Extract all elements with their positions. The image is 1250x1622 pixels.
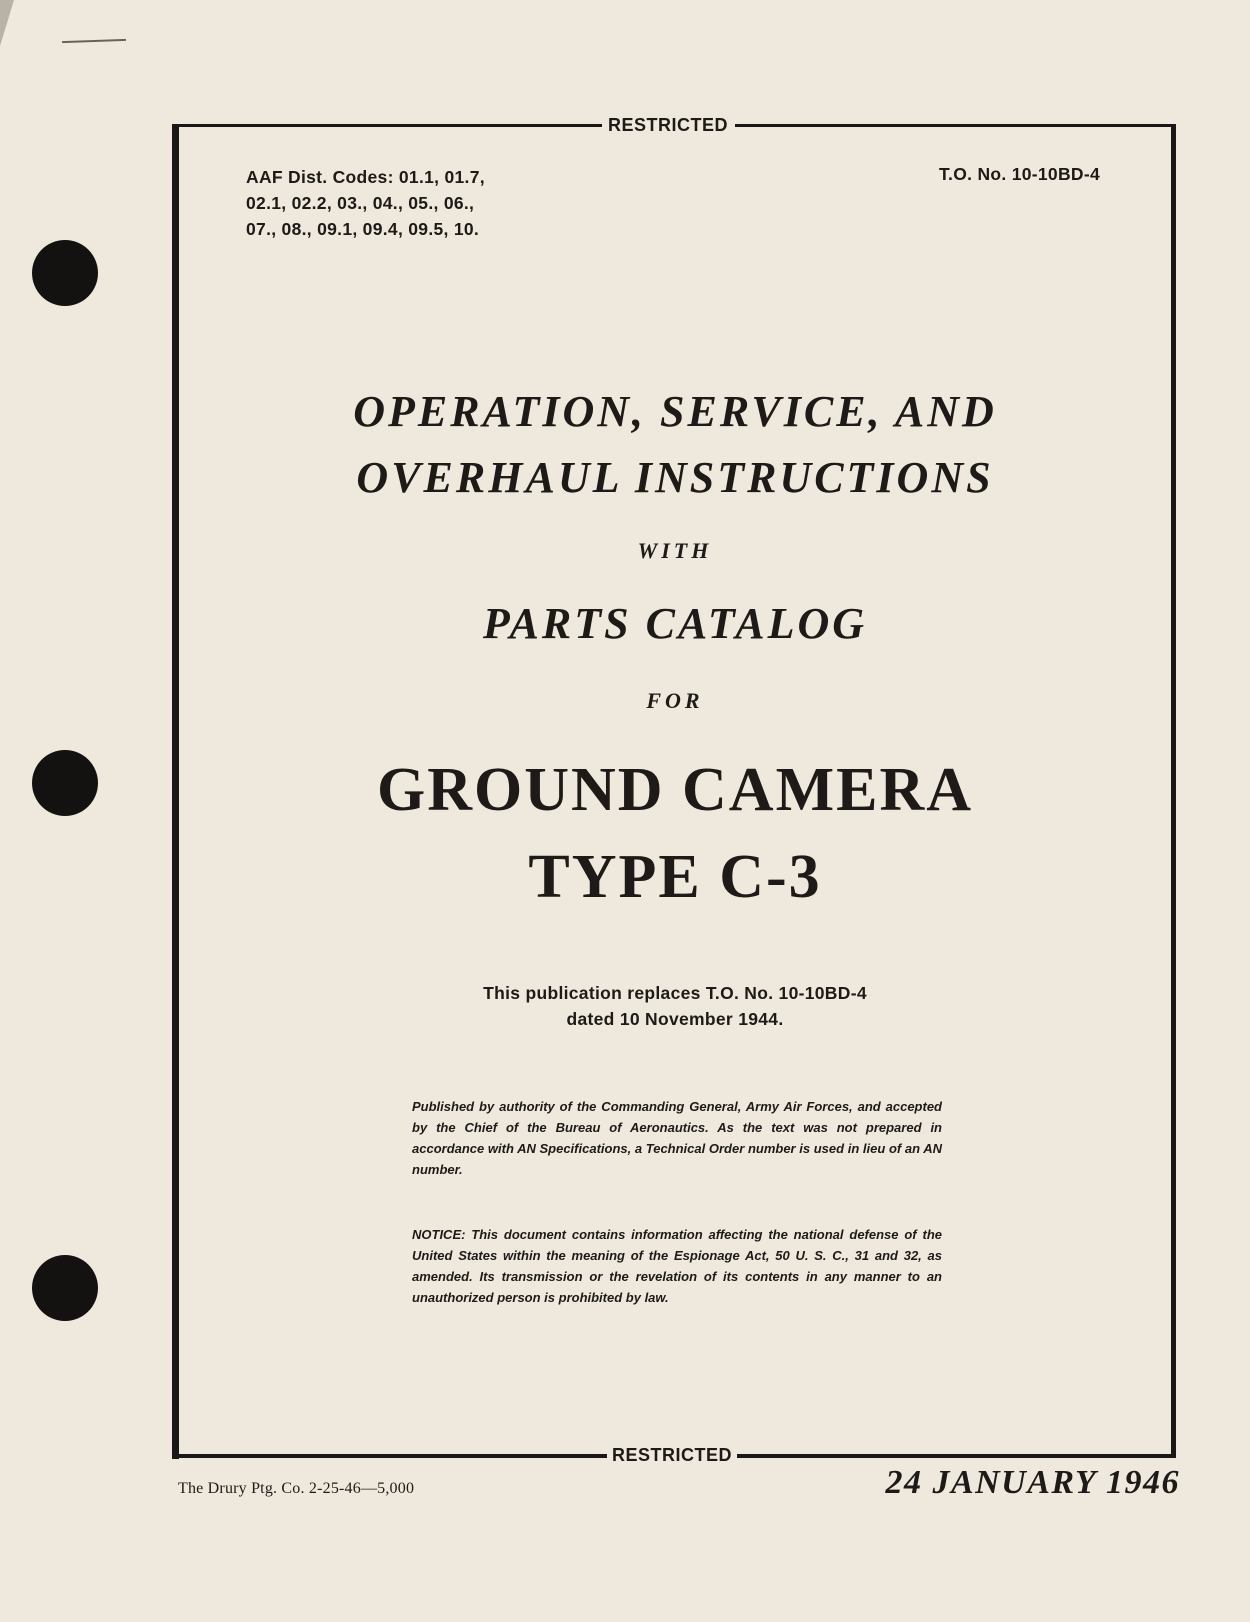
dist-codes-line: 02.1, 02.2, 03., 04., 05., 06., — [246, 193, 475, 213]
title-with: WITH — [637, 538, 713, 563]
to-number: T.O. No. 10-10BD-4 — [939, 164, 1100, 184]
frame-border-right — [1171, 126, 1176, 1456]
frame-border-bottom-right — [737, 1454, 1176, 1458]
frame-border-top-right — [735, 124, 1176, 127]
frame-border-bottom-left — [172, 1454, 607, 1458]
title-for: FOR — [646, 688, 704, 713]
restricted-label-top: RESTRICTED — [607, 115, 728, 135]
frame-border-left — [172, 124, 179, 1459]
page-corner-smudge — [0, 0, 14, 46]
published-paragraph: Published by authority of the Commanding General, Army Air Forces, and accepted by the Chief of the Bureau of Aeronautics. As the text was not prepared in accordance with AN Specifications, a Technical Order number is used in lieu of an AN number. — [412, 1099, 942, 1177]
title-type: TYPE C-3 — [528, 843, 822, 911]
replaces-line: This publication replaces T.O. No. 10-10BD-4 — [483, 983, 867, 1003]
notice-paragraph: NOTICE: This document contains information affecting the national defense of the United States within the meaning of the Espionage Act, 50 U. S. C., 31 and 32, as amended. Its transmission or the revelation of its contents in any manner to an unauthorized person is prohibited by law. — [412, 1227, 942, 1305]
frame-border-top-left — [172, 124, 602, 127]
dist-codes — [246, 164, 485, 242]
replaces-line: dated 10 November 1944. — [566, 1009, 784, 1029]
restricted-label-bottom: RESTRICTED — [611, 1445, 732, 1465]
dist-codes-line: 07., 08., 09.1, 09.4, 09.5, 10. — [246, 219, 480, 239]
title-line-2: OVERHAUL INSTRUCTIONS — [356, 453, 994, 502]
pencil-mark — [62, 39, 126, 43]
title-parts-catalog: PARTS CATALOG — [482, 599, 868, 648]
title-ground-camera: GROUND CAMERA — [376, 756, 974, 824]
printer-imprint: The Drury Ptg. Co. 2-25-46—5,000 — [178, 1480, 415, 1497]
punch-hole-middle — [32, 750, 98, 816]
dist-codes-line: AAF Dist. Codes: 01.1, 01.7, — [246, 167, 485, 187]
title-line-1: OPERATION, SERVICE, AND — [353, 387, 997, 436]
punch-hole-top — [32, 240, 98, 306]
publication-date: 24 JANUARY 1946 — [885, 1464, 1180, 1501]
replaces-notice — [180, 980, 1170, 1032]
punch-hole-bottom — [32, 1255, 98, 1321]
